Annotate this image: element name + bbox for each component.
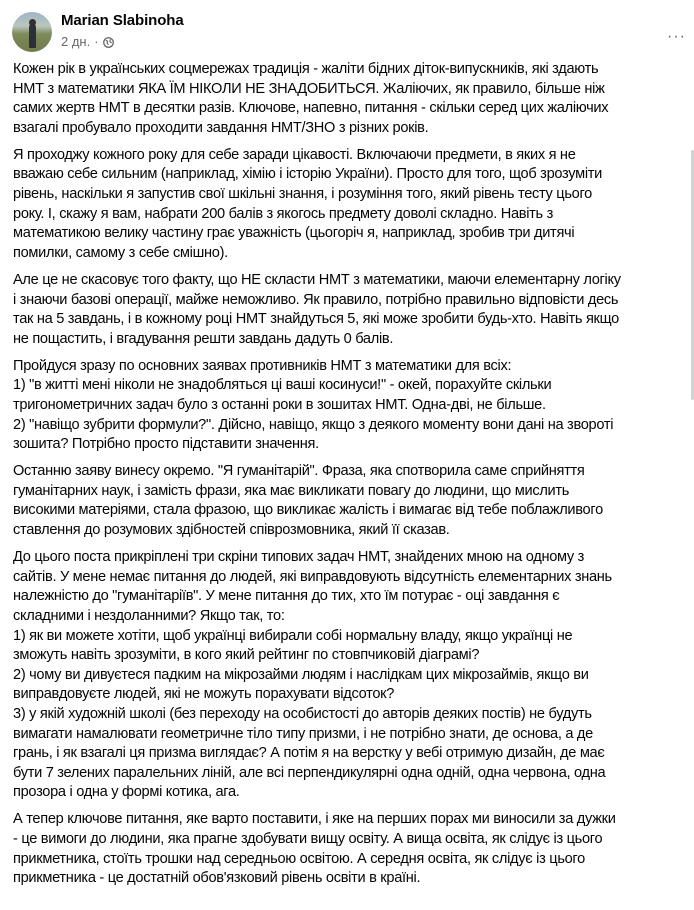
author-name-link[interactable]: Marian Slabinoha: [61, 12, 184, 29]
post-paragraph: [13, 810, 693, 888]
post-text-line: виправдовуєте людей, які не можуть порахувати відсоток?: [13, 686, 395, 703]
post-text-line: взагалі пробувало проходити завдання НМТ/ЗНО з різних років.: [13, 119, 429, 136]
post-text-line: прикметника - це достатній обов'язковий рівень освіти в країні.: [13, 870, 421, 887]
post-text-line: рівень, наскільки я запустив свої шкільні знання, і розуміння того, який рівень тесту цього: [13, 186, 593, 203]
post-text-line: грань, і як взагалі ця призма виглядає? А потім я на верстку у вебі отримую дизайн, де має: [13, 745, 605, 762]
post-text-line: тригонометричних задач було з останні роки в зошитах НМТ. Одна-дві, не більше.: [13, 397, 546, 413]
post-text-line: самих жертв НМТ в десятки разів. Ключове, напевно, питання - скільки серед цих жаліючих: [13, 100, 609, 117]
post-text-line: НМТ з математики ЯКА ЇМ НІКОЛИ НЕ ЗНАДОБИТЬСЯ. Жаліючих, як правило, більше ніж: [13, 80, 605, 97]
post-paragraph: [13, 60, 693, 138]
post-text-line: Останню заяву винесу окремо. "Я гуманітарій". Фраза, яка спотворила саме сприйняття: [13, 463, 585, 480]
globe-icon[interactable]: [103, 36, 114, 47]
post-paragraph: [13, 462, 693, 540]
avatar-photo-figure: [29, 24, 36, 48]
post-text-line: і знаючи базові операції, майже неможливо. Як правило, потрібно правильно відповісти десь: [13, 291, 619, 308]
post-text-line: 2) чому ви дивуєтеся падким на мікрозайми людям і наслідкам цих мікрозаймів, якщо ви: [13, 666, 589, 683]
author-avatar[interactable]: [12, 12, 52, 52]
post-text-line: не пощастить, і вгадування решти завдань дадуть 0 балів.: [13, 330, 394, 347]
post-text-line: високими матеріями, стала фразою, що викликає жалість і вимагає від тебе поблажливого: [13, 502, 603, 519]
post-text-line: складними і нездоланними? Якщо так, то:: [13, 607, 285, 624]
post-text-line: належністю до "гуманітаріїв". У мене питання до тих, хто їм потурає - оці завдання є: [13, 588, 560, 605]
post-text-line: сайтів. У мене немає питання до людей, які виправдовують відсутність елементарних знань: [13, 568, 612, 585]
post-timestamp-link[interactable]: 2 дн.: [61, 34, 91, 49]
post-text-line: 2) "навіщо зубрити формули?". Дійсно, навіщо, якщо з деякого моменту вони дані на звороті: [13, 416, 614, 433]
post-text-line: А тепер ключове питання, яке варто поставити, і яке на перших порах ми виносили за дужки: [13, 811, 616, 828]
post-text-line: Пройдуся зразу по основних заявах противників НМТ з математики для всіх:: [13, 357, 512, 374]
post-text-line: - це вимоги до людини, яка прагне здобувати вищу освіту. А вища освіта, як слідує із цього: [13, 830, 603, 847]
post-text-line: прикметника, стоїть трошки над середньою освітою. А середня освіта, як слідує із цього: [13, 850, 585, 867]
post-text-line: прозора і одна у формі котика, ага.: [13, 784, 240, 801]
more-options-icon[interactable]: ···: [667, 28, 686, 45]
meta-separator: ·: [94, 34, 99, 49]
post-text-line: так на 5 завдань, і в кожному році НМТ знайдуться 5, які може зробити будь-хто. Навіть якщо: [13, 311, 619, 328]
post-text-line: зможуть навіть зрозуміти, в кого який рейтинг по стовпчиковій діаграмі?: [13, 647, 480, 664]
post-text-line: 1) "в житті мені ніколи не знадобляться ці ваші косинуси!" - окей, порахуйте скільки: [13, 377, 552, 394]
post-text-line: вважаю себе сильним (наприклад, хімію і історію України). Просто для того, щоб зрозуміти: [13, 166, 603, 183]
post-text-line: року. І, скажу я вам, набрати 200 балів з якогось предмету доволі складно. Навіть з: [13, 205, 554, 222]
post-text-line: ставлення до розумових здібностей співрозмовника, який її сказав.: [13, 522, 450, 539]
post-text-line: Але це не скасовує того факту, що НЕ скласти НМТ з математики, маючи елементарну логіку: [13, 271, 621, 288]
post-text-line: зошита? Потрібно просто підставити значення.: [13, 436, 319, 453]
post-meta: [61, 34, 114, 49]
post-body: [13, 60, 693, 896]
post-paragraph: [13, 146, 693, 264]
post-paragraph: [13, 548, 693, 803]
post-paragraph: [13, 357, 693, 455]
post-text-line: бути 7 зелених паралельних ліній, але всі перпендикулярні одна одній, одна червона, одна: [13, 764, 606, 781]
post-text-line: гуманітарних наук, і замість фрази, яка має викликати повагу до людини, що мислить: [13, 482, 570, 499]
post-text-line: математикою велику частину грає уважність (цьогоріч я, наприклад, зробив три дитячі: [13, 225, 575, 242]
post-text-line: Кожен рік в українських соцмережах традиція - жаліти бідних діток-випускників, які здають: [13, 61, 599, 77]
post-text-line: Я проходжу кожного року для себе заради цікавості. Включаючи предмети, в яких я не: [13, 146, 576, 163]
post-text-line: 1) як ви можете хотіти, щоб українці вибирали собі нормальну владу, якщо українці не: [13, 627, 573, 644]
post-paragraph: [13, 271, 693, 349]
post-text-line: вимагати намалювати геометричне тіло типу призми, і не потрібно знати, де основа, а де: [13, 725, 593, 742]
post-text-line: До цього поста прикріплені три скріни типових задач НМТ, знайдених мною на одному з: [13, 549, 585, 566]
post-text-line: помилки, самому з себе смішно).: [13, 244, 228, 261]
post-text-line: 3) у якій художній школі (без переходу на особистості до авторів деяких постів) не будуть: [13, 705, 592, 722]
